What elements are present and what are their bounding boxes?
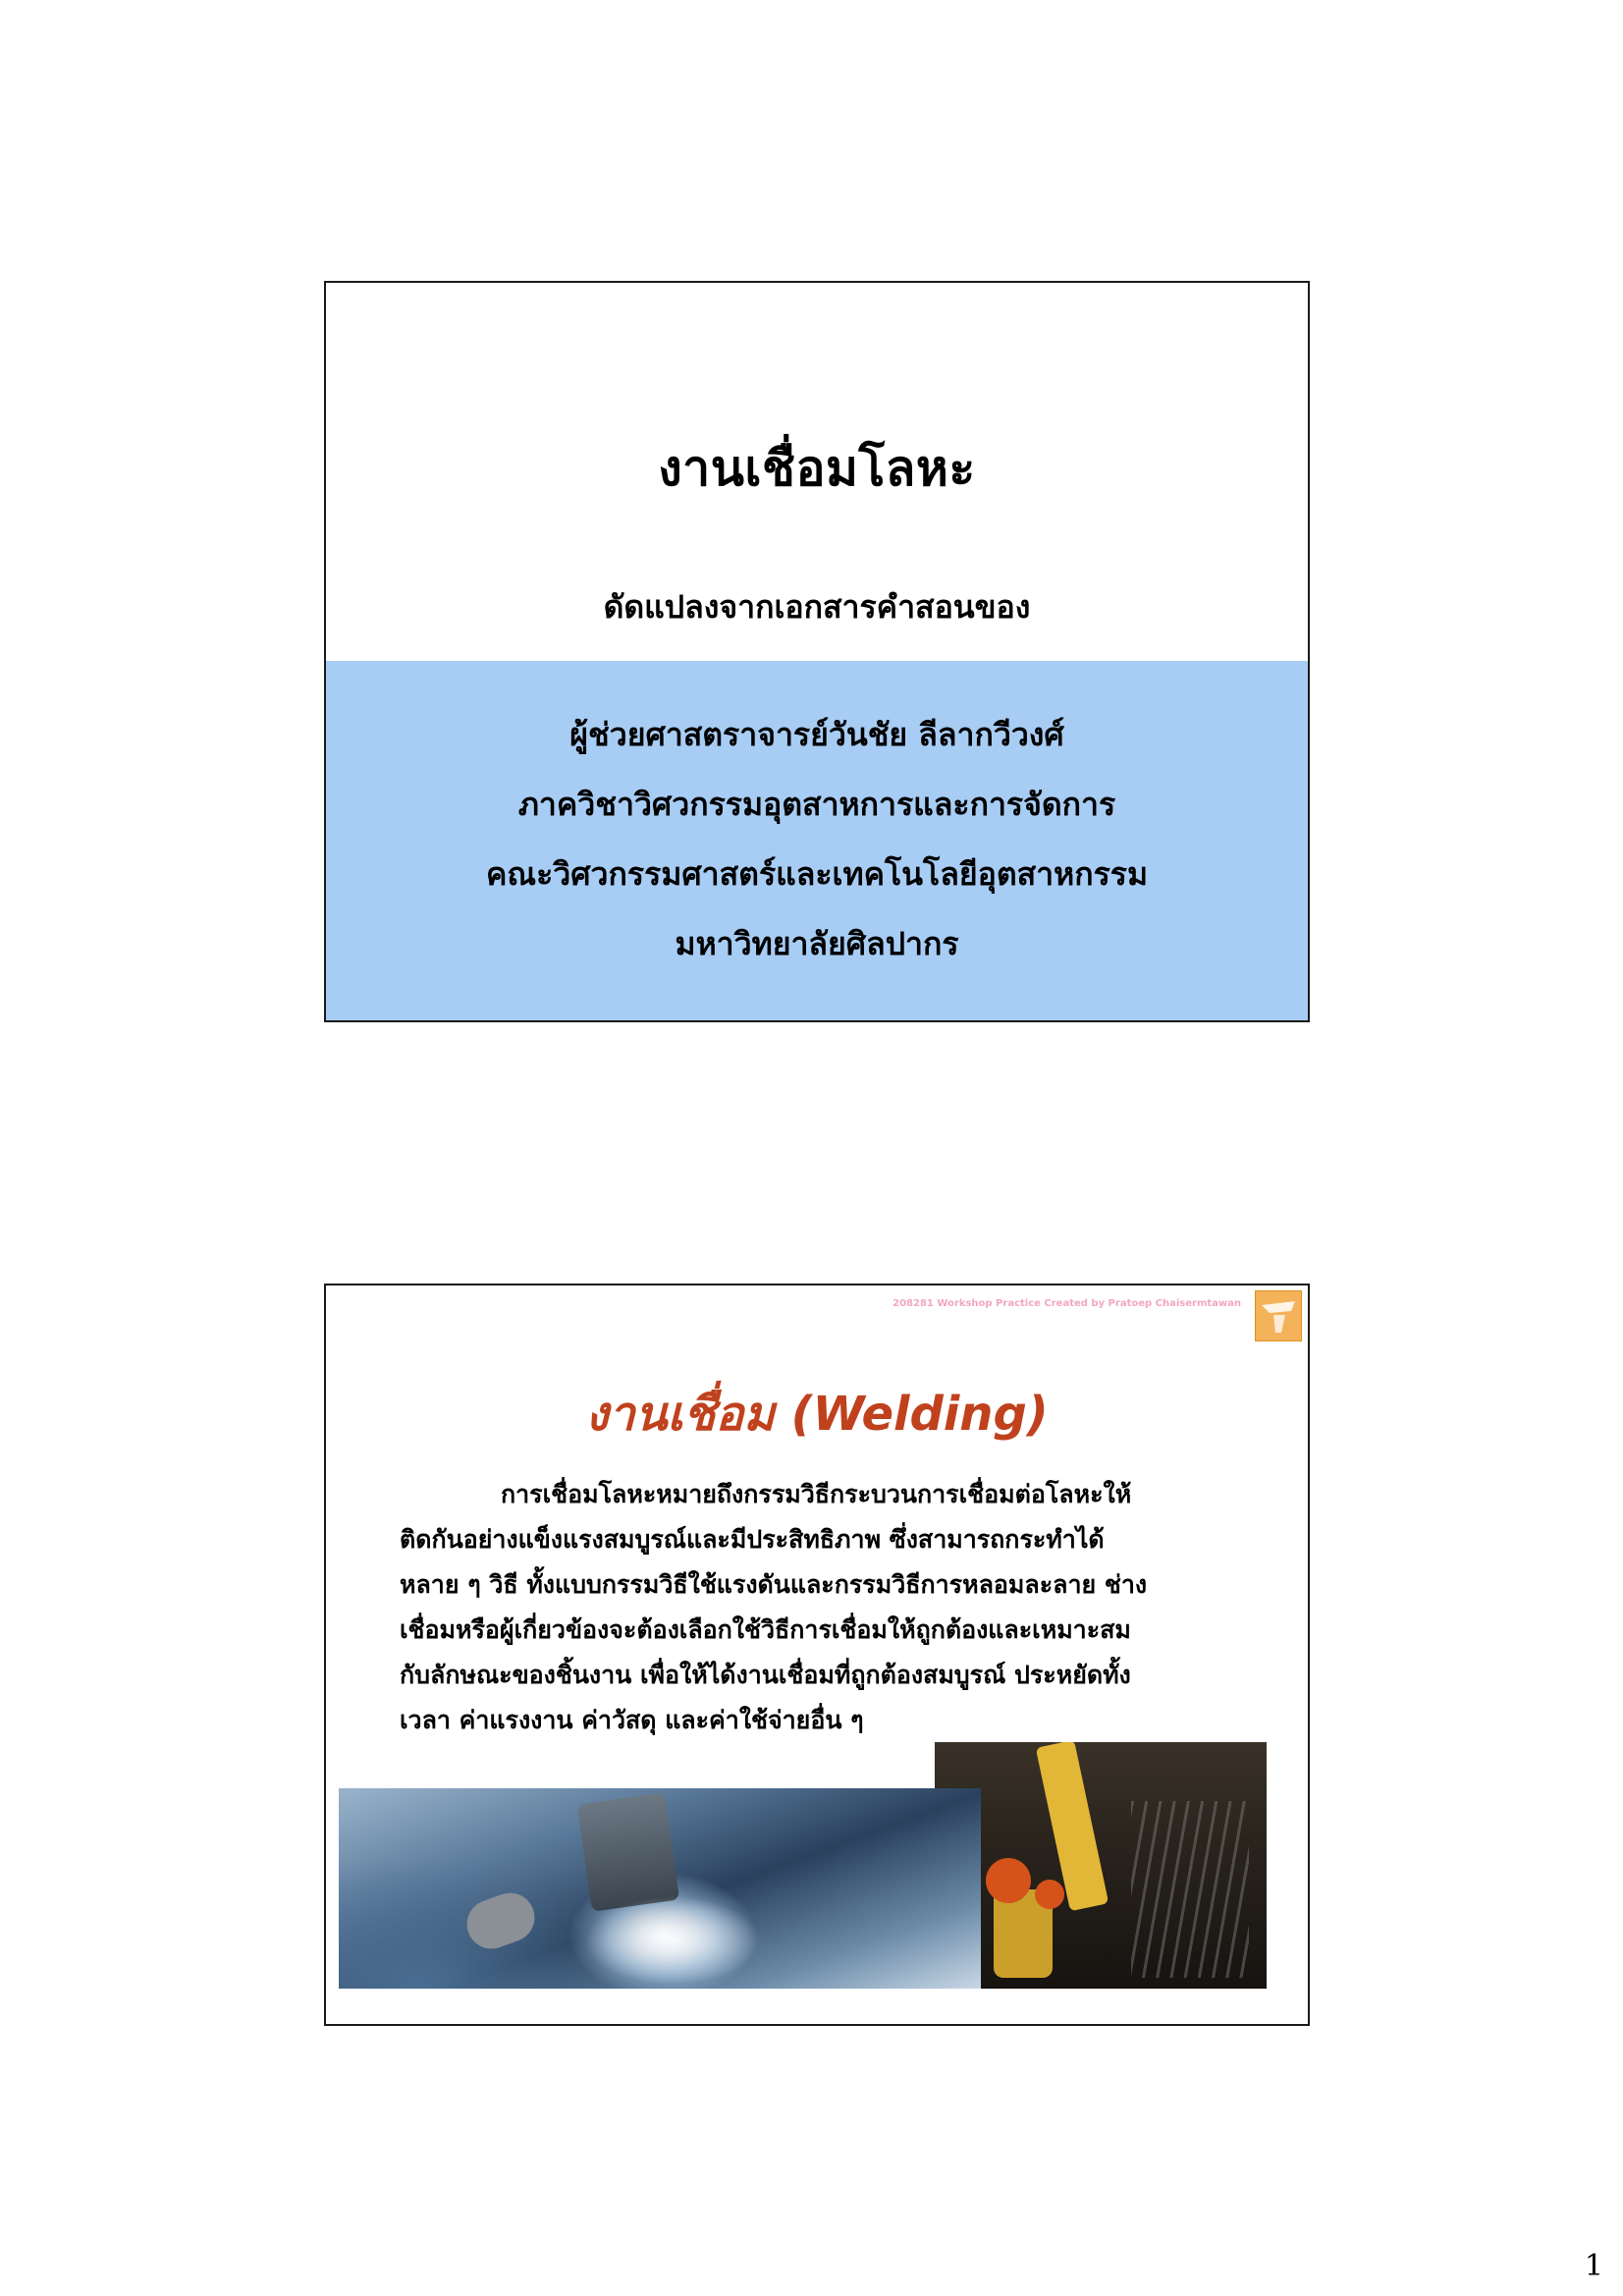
page-number: 1 [1584, 2249, 1603, 2283]
slide-welding-title: งานเชื่อม (Welding) [585, 1387, 1049, 1442]
credit-university: มหาวิทยาลัยศิลปากร [675, 925, 959, 962]
slide-header-credit: 208281 Workshop Practice Created by Pratoep Chaisermtawan [893, 1298, 1241, 1309]
description-line: ติดกันอย่างแข็งแรงสมบูรณ์และมีประสิทธิภาพ ซึ่งสามารถกระทำได้ [400, 1525, 1105, 1554]
description-line: กับลักษณะของชิ้นงาน เพื่อให้ได้งานเชื่อมที่ถูกต้องสมบูรณ์ ประหยัดทั้ง [400, 1661, 1131, 1689]
welding-description [400, 1472, 1226, 1743]
description-line: เวลา ค่าแรงงาน ค่าวัสดุ และค่าใช้จ่ายอื่น ๆ [400, 1706, 864, 1734]
slide-welding [324, 1284, 1310, 2026]
description-line: หลาย ๆ วิธี ทั้งแบบกรรมวิธีใช้แรงดันและกรรมวิธีการหลอมละลาย ช่าง [400, 1570, 1148, 1599]
description-line: เชื่อมหรือผู้เกี่ยวข้องจะต้องเลือกใช้วิธีการเชื่อมให้ถูกต้องและเหมาะสม [400, 1615, 1131, 1644]
description-line: การเชื่อมโลหะหมายถึงกรรมวิธีกระบวนการเชื่อมต่อโลหะให้ [501, 1480, 1132, 1508]
credit-department: ภาควิชาวิศวกรรมอุตสาหการและการจัดการ [517, 786, 1116, 823]
manual-welding-photo [339, 1788, 981, 1989]
credit-band [326, 661, 1308, 1020]
robotic-welding-photo [935, 1742, 1267, 1989]
credit-faculty: คณะวิศวกรรมศาสตร์และเทคโนโลยีอุตสาหกรรม [485, 855, 1149, 893]
credit-author: ผู้ช่วยศาสตราจารย์วันชัย ลีลากวีวงศ์ [569, 716, 1064, 753]
slide-subtitle: ดัดแปลงจากเอกสารคำสอนของ [603, 588, 1031, 626]
workshop-logo-icon [1255, 1290, 1302, 1341]
slide-title [324, 281, 1310, 1022]
slide-title-heading: งานเชื่อมโลหะ [658, 439, 976, 497]
